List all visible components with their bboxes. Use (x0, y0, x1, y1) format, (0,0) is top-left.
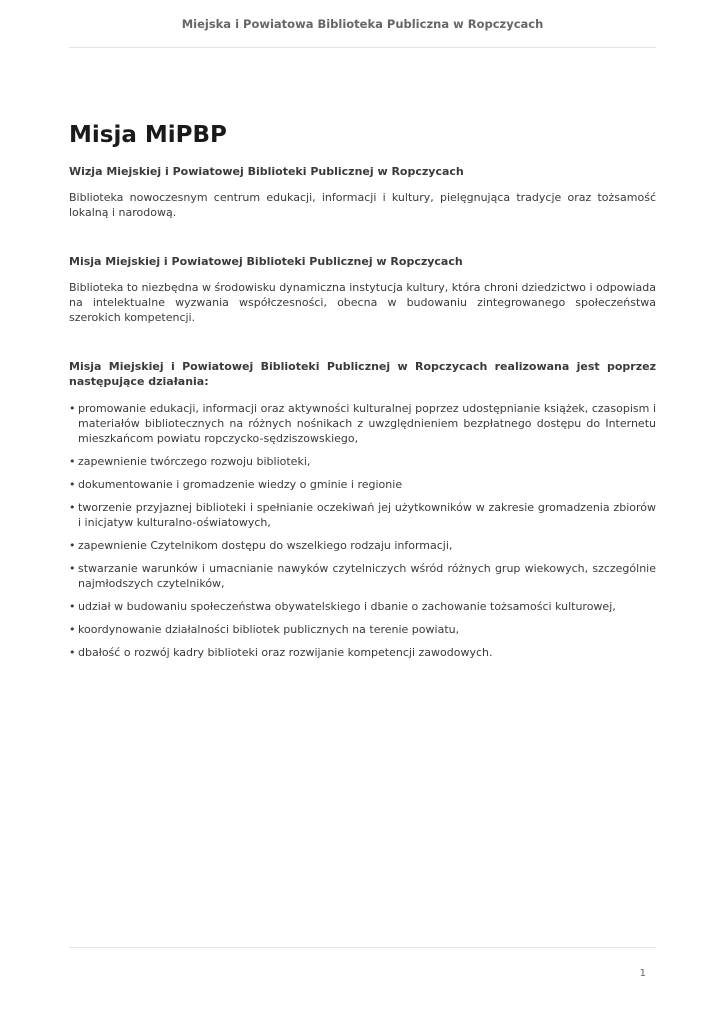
bullet-icon: • (69, 402, 76, 415)
bullet-icon: • (69, 562, 76, 575)
list-item-text: zapewnienie twórczego rozwoju biblioteki, (78, 455, 311, 468)
activities-heading: Misja Miejskiej i Powiatowej Biblioteki Publicznej w Ropczycach realizowana jest poprzez następujące działania: (69, 360, 656, 388)
bullet-icon: • (69, 501, 76, 514)
page-header: Miejska i Powiatowa Biblioteka Publiczna w Ropczycach (181, 17, 544, 31)
mission-heading: Misja Miejskiej i Powiatowej Biblioteki Publicznej w Ropczycach (69, 255, 463, 268)
bullet-icon: • (69, 539, 76, 552)
list-item-text: tworzenie przyjaznej biblioteki i spełnianie oczekiwań jej użytkowników w zakresie gromadzenia zbiorów i inicjatyw kulturalno-oświatowych, (78, 501, 656, 529)
list-item (69, 500, 656, 530)
list-item (69, 454, 656, 469)
list-item (69, 622, 656, 637)
list-item-text: promowanie edukacji, informacji oraz aktywności kulturalnej poprzez udostępnianie książek, czasopism i materiałów bibliotecznych na różnych nośnikach z uwzględnieniem bezpłatnego dostępu do Internetu mieszkańcom powiatu ropczycko-sędziszowskiego, (78, 402, 656, 445)
bullet-icon: • (69, 455, 76, 468)
header-divider (69, 47, 656, 48)
list-item (69, 645, 656, 660)
list-item (69, 401, 656, 446)
list-item (69, 477, 656, 492)
bullet-icon: • (69, 600, 76, 613)
vision-heading: Wizja Miejskiej i Powiatowej Biblioteki Publicznej w Ropczycach (69, 165, 464, 178)
page-title: Misja MiPBP (69, 122, 227, 148)
list-item-text: stwarzanie warunków i umacnianie nawyków czytelniczych wśród różnych grup wiekowych, szczególnie najmłodszych czytelników, (78, 562, 656, 590)
mission-text: Biblioteka to niezbędna w środowisku dynamiczna instytucja kultury, która chroni dziedzictwo i odpowiada na intelektualne wyzwania współczesności, obecna w budowaniu zintegrowanego społeczeństwa szerokich kompetencji. (69, 281, 656, 324)
list-item (69, 538, 656, 553)
activities-list (69, 401, 656, 660)
list-item-text: dokumentowanie i gromadzenie wiedzy o gminie i regionie (78, 478, 403, 491)
footer-divider (69, 947, 656, 948)
list-item (69, 561, 656, 591)
list-item-text: dbałość o rozwój kadry biblioteki oraz rozwijanie kompetencji zawodowych. (78, 646, 493, 659)
bullet-icon: • (69, 646, 76, 659)
list-item-text: koordynowanie działalności bibliotek publicznych na terenie powiatu, (78, 623, 460, 636)
bullet-icon: • (69, 623, 76, 636)
list-item-text: zapewnienie Czytelnikom dostępu do wszelkiego rodzaju informacji, (78, 539, 453, 552)
main-content (69, 118, 656, 668)
bullet-icon: • (69, 478, 76, 491)
vision-text: Biblioteka nowoczesnym centrum edukacji, informacji i kultury, pielęgnująca tradycje oraz tożsamość lokalną i narodową. (69, 191, 656, 219)
list-item-text: udział w budowaniu społeczeństwa obywatelskiego i dbanie o zachowanie tożsamości kulturowej, (78, 600, 616, 613)
page-number: 1 (639, 968, 646, 979)
list-item (69, 599, 656, 614)
